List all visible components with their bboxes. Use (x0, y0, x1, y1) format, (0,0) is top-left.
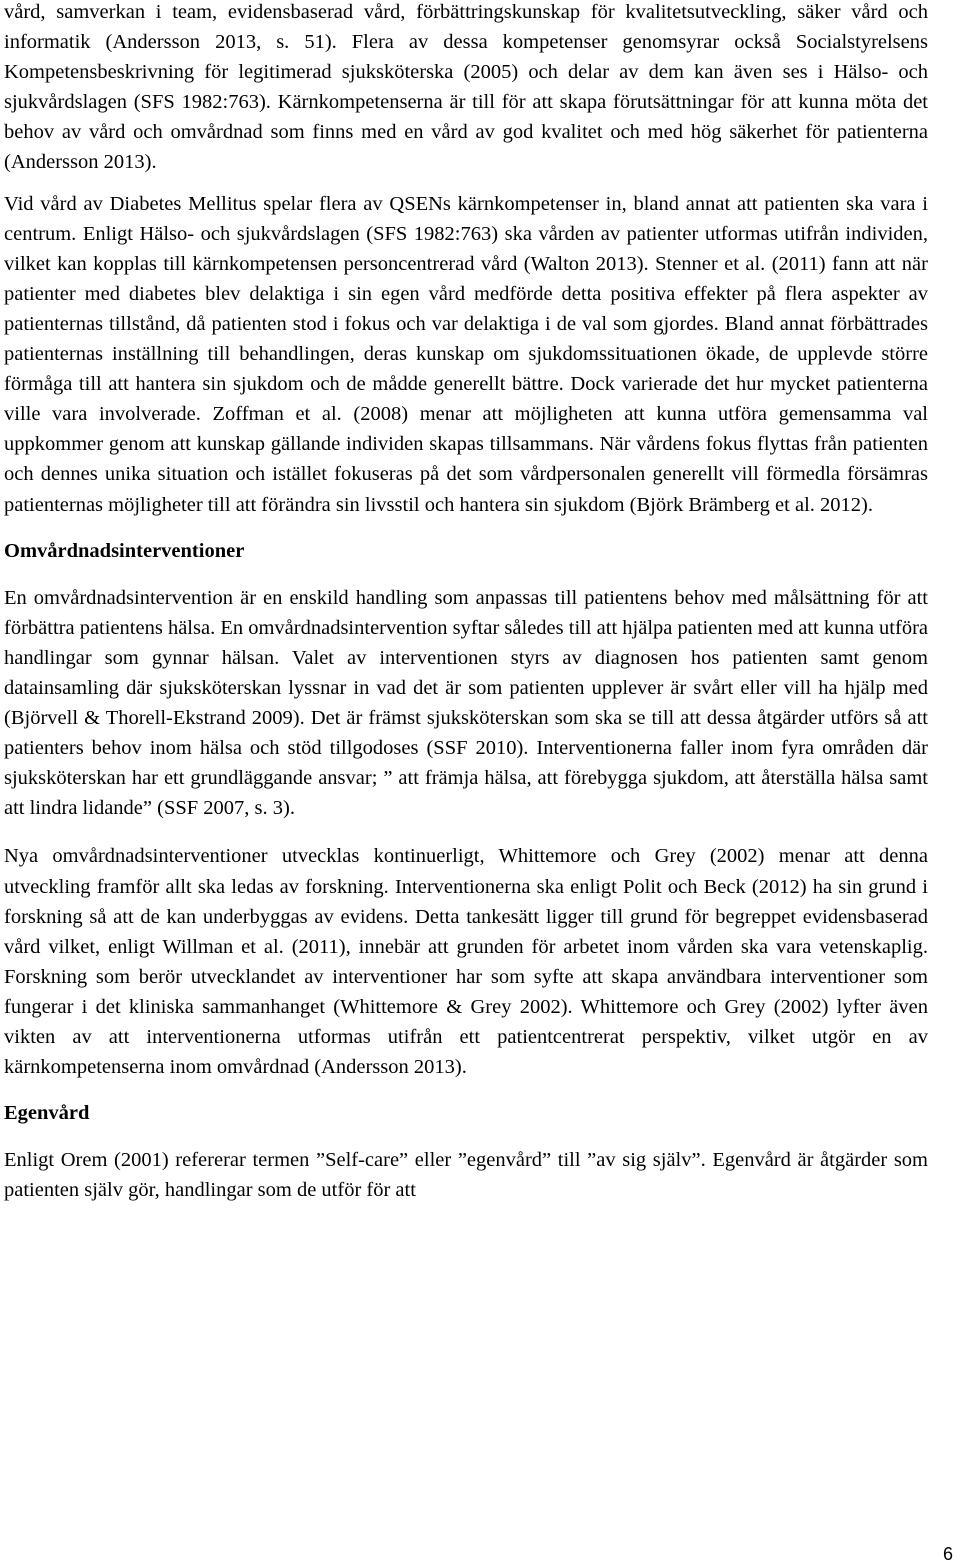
page-number: 6 (942, 1544, 953, 1564)
body-paragraph: Vid vård av Diabetes Mellitus spelar flera av QSENs kärnkompetenser in, bland annat att patienten ska vara i centrum. Enligt Hälso- och sjukvårdslagen (SFS 1982:763) ska vården av patienter utformas utifrån individen, vilket kan kopplas till kärnkompetensen personcentrerad vård (Walton 2013). Stenner et al. (2011) fann att när patienter med diabetes blev delaktiga i sin egen vård medförde detta positiva effekter på flera aspekter av patienternas tillstånd, då patienten stod i fokus och var delaktiga i de val som gjordes. Bland annat förbättrades patienternas inställning till behandlingen, deras kunskap om sjukdomssituationen ökade, de upplevde större förmåga till att hantera sin sjukdom och de mådde generellt bättre. Dock varierade det hur mycket patienterna ville vara involverade. Zoffman et al. (2008) menar att möjligheten att kunna utföra gemensamma val uppkommer genom att kunskap gällande individen skapas tillsammans. När vårdens fokus flyttas från patienten och dennes unika situation och istället fokuseras på det som vårdpersonalen generellt vill förmedla försämras patienternas möjligheter till att förändra sin livsstil och hantera sin sjukdom (Björk Brämberg et al. 2012). (4, 192, 928, 516)
body-paragraph: Nya omvårdnadsinterventioner utvecklas kontinuerligt, Whittemore och Grey (2002) menar att denna utveckling framför allt ska ledas av forskning. Interventionerna ska enligt Polit och Beck (2012) ha sin grund i forskning så att de kan underbyggas av evidens. Detta tankesätt ligger till grund för begreppet evidensbaserad vård vilket, enligt Willman et al. (2011), innebär att grunden för arbetet inom vården ska vara vetenskaplig. Forskning som berör utvecklandet av interventioner har som syfte att skapa användbara interventioner som fungerar i det kliniska sammanhanget (Whittemore & Grey 2002). Whittemore och Grey (2002) lyfter även vikten av att interventionerna utformas utifrån ett patientcentrerat perspektiv, vilket utgör en av kärnkompetenserna inom omvårdnad (Andersson 2013). (4, 845, 928, 1079)
section-heading-egenvard: Egenvård (4, 1102, 90, 1125)
section-heading-omvardnadsinterventioner: Omvårdnadsinterventioner (4, 539, 245, 562)
body-paragraph: Enligt Orem (2001) refererar termen ”Self-care” eller ”egenvård” till ”av sig själv”. Egenvård är åtgärder som patienten själv gör, handlingar som de utför för att (4, 1149, 928, 1202)
document-page (4, 0, 928, 1205)
body-paragraph: En omvårdnadsintervention är en enskild handling som anpassas till patientens behov med målsättning för att förbättra patientens hälsa. En omvårdnadsintervention syftar således till att hjälpa patienten med att kunna utföra handlingar som gynnar hälsan. Valet av interventionen styrs av diagnosen hos patienten samt genom datainsamling där sjuksköterskan lyssnar in vad det är som patienten upplever är svårt eller vill ha hjälp med (Björvell & Thorell-Ekstrand 2009). Det är främst sjuksköterskan som ska se till att dessa åtgärder utförs så att patienters behov inom hälsa och stöd tillgodoses (SSF 2010). Interventionerna faller inom fyra områden där sjuksköterskan har ett grundläggande ansvar; ” att främja hälsa, att förebygga sjukdom, att återställa hälsa samt att lindra lidande” (SSF 2007, s. 3). (4, 586, 928, 820)
body-paragraph: vård, samverkan i team, evidensbaserad vård, förbättringskunskap för kvalitetsutveckling, säker vård och informatik (Andersson 2013, s. 51). Flera av dessa kompetenser genomsyrar också Socialstyrelsens Kompetensbeskrivning för legitimerad sjuksköterska (2005) och delar av dem kan även ses i Hälso- och sjukvårdslagen (SFS 1982:763). Kärnkompetenserna är till för att skapa förutsättningar för att kunna möta det behov av vård och omvårdnad som finns med en vård av god kvalitet och med hög säkerhet för patienterna (Andersson 2013). (4, 1, 928, 174)
